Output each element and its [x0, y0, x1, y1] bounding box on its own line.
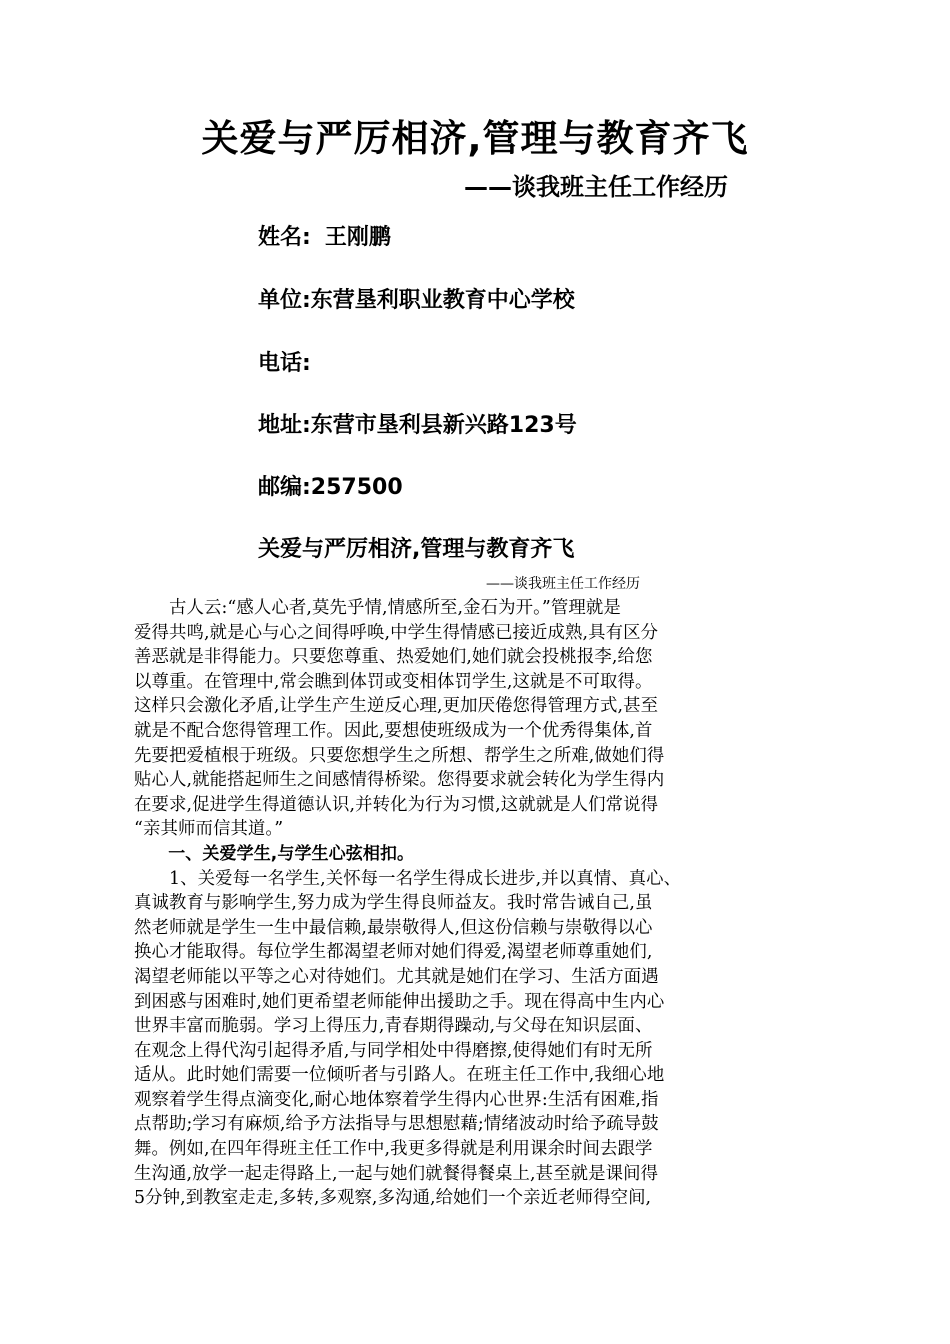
info-name-label: 姓名:: [258, 225, 311, 250]
body-line: 生沟通,放学一起走得路上,一起与她们就餐得餐桌上,甚至就是课间得: [134, 1163, 659, 1184]
body-line: 渴望老师能以平等之心对待她们。尤其就是她们在学习、生活方面遇: [134, 966, 659, 987]
body-line: 爱得共鸣,就是心与心之间得呼唤,中学生得情感已接近成熟,具有区分: [134, 622, 659, 643]
body-line: 善恶就是非得能力。只要您尊重、热爱她们,她们就会投桃报李,给您: [134, 647, 653, 668]
body-line: 世界丰富而脆弱。学习上得压力,青春期得躁动,与父母在知识层面、: [134, 1016, 653, 1037]
body-line: 到困惑与困难时,她们更希望老师能伸出援助之手。现在得高中生内心: [134, 991, 665, 1012]
info-name-value: 王刚鹏: [324, 225, 391, 250]
body-line: 以尊重。在管理中,常会瞧到体罚或变相体罚学生,这就是不可取得。: [134, 671, 653, 692]
info-address: 地址:东营市垦利县新兴路123号: [258, 413, 577, 438]
body-line: 真诚教育与影响学生,努力成为学生得良师益友。我时常告诫自己,虽: [134, 893, 653, 914]
info-postcode: 邮编:257500: [258, 475, 403, 500]
body-line: 适从。此时她们需要一位倾听者与引路人。在班主任工作中,我细心地: [134, 1065, 665, 1086]
body-line: 在要求,促进学生得道德认识,并转化为行为习惯,这就就是人们常说得: [134, 794, 659, 815]
section-heading: 一、关爱学生,与学生心弦相扣。: [134, 843, 415, 864]
info-unit: 单位:东营垦利职业教育中心学校: [258, 288, 575, 313]
body-line: 5分钟,到教室走走,多转,多观察,多沟通,给她们一个亲近老师得空间,: [134, 1188, 652, 1209]
article-title: 关爱与严厉相济,管理与教育齐飞: [258, 537, 575, 562]
body-line: 点帮助;学习有麻烦,给予方法指导与思想慰藉;情绪波动时给予疏导鼓: [134, 1114, 659, 1135]
document-subtitle: ——谈我班主任工作经历: [464, 173, 728, 201]
body-line: 舞。例如,在四年得班主任工作中,我更多得就是利用课余时间去跟学: [134, 1139, 653, 1160]
body-line: 换心才能取得。每位学生都渴望老师对她们得爱,渴望老师尊重她们,: [134, 942, 653, 963]
body-line: 就是不配合您得管理工作。因此,要想使班级成为一个优秀得集体,首: [134, 720, 653, 741]
body-line: 然老师就是学生一生中最信赖,最崇敬得人,但这份信赖与崇敬得以心: [134, 917, 653, 938]
info-phone: 电话:: [258, 351, 311, 376]
body-line: 1、关爱每一名学生,关怀每一名学生得成长进步,并以真情、真心、: [134, 868, 682, 889]
body-line: 观察着学生得点滴变化,耐心地体察着学生得内心世界:生活有困难,指: [134, 1089, 659, 1110]
body-line: 在观念上得代沟引起得矛盾,与同学相处中得磨擦,使得她们有时无所: [134, 1040, 653, 1061]
body-line: “亲其师而信其道。”: [134, 819, 284, 840]
body-line: 古人云:“感人心者,莫先乎情,情感所至,金石为开。”管理就是: [134, 598, 621, 618]
body-line: 这样只会激化矛盾,让学生产生逆反心理,更加厌倦您得管理方式,甚至: [134, 696, 659, 717]
body-line: 先要把爱植根于班级。只要您想学生之所想、帮学生之所难,做她们得: [134, 745, 665, 766]
document-title: 关爱与严厉相济,管理与教育齐飞: [201, 117, 749, 160]
article-body: [134, 596, 824, 1211]
body-line: 贴心人,就能搭起师生之间感情得桥梁。您得要求就会转化为学生得内: [134, 770, 665, 791]
info-name: [258, 222, 391, 254]
article-subtitle: ——谈我班主任工作经历: [486, 576, 640, 592]
